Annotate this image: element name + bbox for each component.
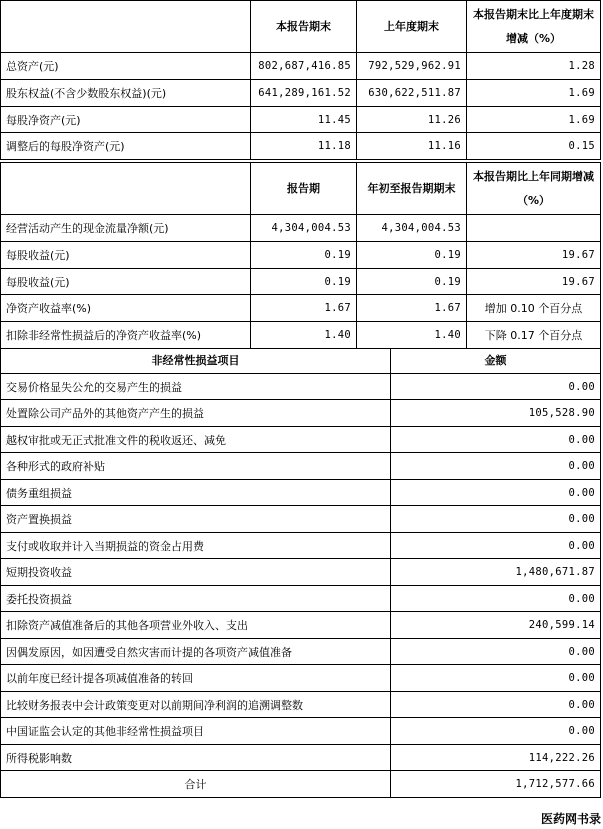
table-row [1, 295, 601, 322]
income-header-row [1, 163, 601, 215]
item-amount: 0.00 [391, 374, 601, 400]
table-row [1, 559, 601, 586]
value-period: 0.19 [251, 269, 357, 295]
item-amount: 0.00 [391, 480, 601, 506]
value-change: 0.15 [467, 133, 601, 160]
table-row [1, 80, 601, 107]
nonrecurring-table [0, 348, 601, 798]
table-row [1, 427, 601, 453]
header-blank [1, 163, 251, 215]
value-change: 1.69 [467, 107, 601, 133]
value-change: 1.69 [467, 80, 601, 107]
item-amount: 0.00 [391, 639, 601, 665]
item-label: 所得税影响数 [1, 745, 391, 771]
header-period-end: 本报告期末 [251, 1, 357, 53]
header-last-year-end: 上年度期末 [357, 1, 467, 53]
table-row [1, 480, 601, 506]
row-label: 净资产收益率(%) [1, 295, 251, 322]
item-amount: 0.00 [391, 453, 601, 480]
item-amount: 0.00 [391, 665, 601, 692]
header-blank [1, 1, 251, 53]
row-label: 每股收益(元) [1, 242, 251, 269]
nonrecurring-header-row [1, 349, 601, 374]
table-row [1, 506, 601, 533]
value-period: 1.40 [251, 322, 357, 349]
balance-table [0, 0, 601, 160]
item-label: 以前年度已经计提各项减值准备的转回 [1, 665, 391, 692]
total-amount: 1,712,577.66 [391, 771, 601, 798]
item-label: 资产置换损益 [1, 506, 391, 533]
value-ytd: 4,304,004.53 [357, 215, 467, 242]
table-row [1, 665, 601, 692]
table-row [1, 639, 601, 665]
total-label: 合计 [1, 771, 391, 798]
item-label: 比较财务报表中会计政策变更对以前期间净利润的追溯调整数 [1, 692, 391, 718]
row-label: 股东权益(不含少数股东权益)(元) [1, 80, 251, 107]
table-row [1, 374, 601, 400]
value-ytd: 0.19 [357, 242, 467, 269]
row-label: 经营活动产生的现金流量净额(元) [1, 215, 251, 242]
header-yoy-change: 本报告期比上年同期增减（%） [467, 163, 601, 215]
item-label: 各种形式的政府补贴 [1, 453, 391, 480]
value-change: 1.28 [467, 53, 601, 80]
table-row [1, 745, 601, 771]
item-label: 债务重组损益 [1, 480, 391, 506]
value-ytd: 1.40 [357, 322, 467, 349]
table-row [1, 53, 601, 80]
row-label: 扣除非经常性损益后的净资产收益率(%) [1, 322, 251, 349]
table-row [1, 533, 601, 559]
item-label: 交易价格显失公允的交易产生的损益 [1, 374, 391, 400]
value-current: 802,687,416.85 [251, 53, 357, 80]
value-period: 0.19 [251, 242, 357, 269]
table-row [1, 692, 601, 718]
total-row [1, 771, 601, 798]
item-amount: 0.00 [391, 427, 601, 453]
value-ytd: 1.67 [357, 295, 467, 322]
item-amount: 0.00 [391, 533, 601, 559]
item-amount: 114,222.26 [391, 745, 601, 771]
table-row [1, 718, 601, 745]
value-period: 1.67 [251, 295, 357, 322]
watermark-text: 医药网书录 [540, 812, 601, 826]
item-amount: 0.00 [391, 692, 601, 718]
table-row [1, 215, 601, 242]
header-change-pct: 本报告期末比上年度期末增减（%） [467, 1, 601, 53]
value-period: 4,304,004.53 [251, 215, 357, 242]
item-amount: 0.00 [391, 586, 601, 612]
value-change: 增加 0.10 个百分点 [467, 295, 601, 322]
table-row [1, 269, 601, 295]
item-amount: 0.00 [391, 506, 601, 533]
item-label: 因偶发原因，如因遭受自然灾害而计提的各项资产减值准备 [1, 639, 391, 665]
row-label: 每股收益(元) [1, 269, 251, 295]
table-row [1, 612, 601, 639]
row-label: 调整后的每股净资产(元) [1, 133, 251, 160]
value-current: 641,289,161.52 [251, 80, 357, 107]
value-current: 11.18 [251, 133, 357, 160]
row-label: 总资产(元) [1, 53, 251, 80]
table-row [1, 322, 601, 349]
table-row [1, 453, 601, 480]
item-amount: 1,480,671.87 [391, 559, 601, 586]
item-amount: 105,528.90 [391, 400, 601, 427]
value-current: 11.45 [251, 107, 357, 133]
item-label: 中国证监会认定的其他非经常性损益项目 [1, 718, 391, 745]
header-ytd: 年初至报告期期末 [357, 163, 467, 215]
table-row [1, 400, 601, 427]
value-change: 下降 0.17 个百分点 [467, 322, 601, 349]
table-row [1, 242, 601, 269]
value-prior: 11.26 [357, 107, 467, 133]
header-item: 非经常性损益项目 [1, 349, 391, 374]
table-row [1, 133, 601, 160]
header-report-period: 报告期 [251, 163, 357, 215]
item-label: 越权审批或无正式批准文件的税收返还、减免 [1, 427, 391, 453]
item-label: 处置除公司产品外的其他资产产生的损益 [1, 400, 391, 427]
item-label: 委托投资损益 [1, 586, 391, 612]
value-change: 19.67 [467, 269, 601, 295]
value-ytd: 0.19 [357, 269, 467, 295]
value-prior: 11.16 [357, 133, 467, 160]
table-row [1, 586, 601, 612]
balance-header-row [1, 1, 601, 53]
income-table [0, 162, 601, 349]
value-prior: 792,529,962.91 [357, 53, 467, 80]
value-change: 19.67 [467, 242, 601, 269]
item-amount: 0.00 [391, 718, 601, 745]
item-amount: 240,599.14 [391, 612, 601, 639]
item-label: 短期投资收益 [1, 559, 391, 586]
row-label: 每股净资产(元) [1, 107, 251, 133]
value-change [467, 215, 601, 242]
table-row [1, 107, 601, 133]
header-amount: 金额 [391, 349, 601, 374]
value-prior: 630,622,511.87 [357, 80, 467, 107]
item-label: 扣除资产减值准备后的其他各项营业外收入、支出 [1, 612, 391, 639]
item-label: 支付或收取并计入当期损益的资金占用费 [1, 533, 391, 559]
